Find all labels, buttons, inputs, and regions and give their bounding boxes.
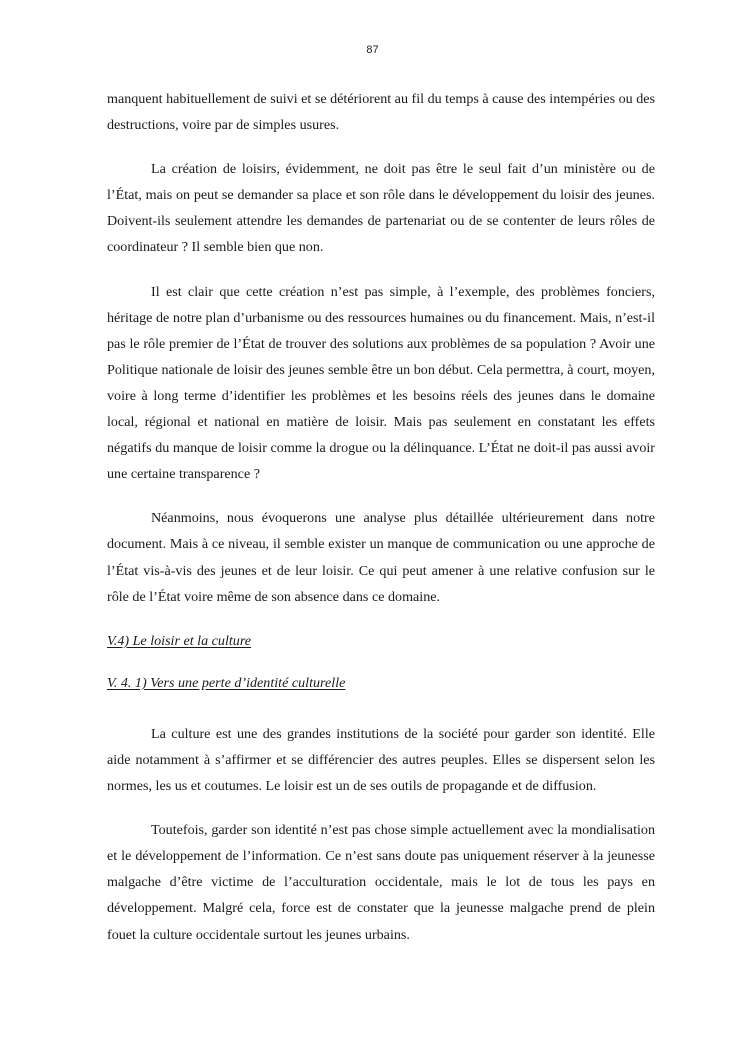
subsection-heading: V. 4. 1) Vers une perte d’identité culturelle (107, 674, 346, 691)
page-body (107, 86, 655, 948)
paragraph-state-role: Il est clair que cette création n’est pas simple, à l’exemple, des problèmes fonciers, héritage de notre plan d’urbanisme ou des ressources humaines ou du financement. Mais, n’est-il pas le rôle premier de l’État de trouver des solutions aux problèmes de sa population ? Avoir une Politique nationale de loisir des jeunes semble être un bon début. Cela permettra, à court, moyen, voire à long terme d’identifier les problèmes et les besoins réels des jeunes dans le domaine local, régional et national en matière de loisir. Mais pas seulement en constatant les effets négatifs du manque de loisir comme la drogue ou la délinquance. L’État ne doit-il pas aussi avoir une certaine transparence ? (107, 283, 655, 483)
section-heading: V.4) Le loisir et la culture (107, 632, 252, 649)
paragraph-leisure-creation: La création de loisirs, évidemment, ne doit pas être le seul fait d’un ministère ou de l’État, mais on peut se demander sa place et son rôle dans le développement du loisir des jeunes. Doivent-ils seulement attendre les demandes de partenariat ou de se contenter de leurs rôles de coordinateur ? Il semble bien que non. (107, 161, 655, 256)
page-number: 87 (366, 44, 379, 56)
paragraph-culture: La culture est une des grandes institutions de la société pour garder son identité. Elle aide notamment à s’affirmer et se différencier des autres peuples. Elles se dispersent selon les normes, les us et coutumes. Le loisir est un de ses outils de propagande et de diffusion. (107, 725, 655, 795)
paragraph-analysis: Néanmoins, nous évoquerons une analyse plus détaillée ultérieurement dans notre document. Mais à ce niveau, il semble exister un manque de communication ou une approche de l’État vis-à-vis des jeunes et de leur loisir. Ce qui peut amener à une relative confusion sur le rôle de l’État voire même de son absence dans ce domaine. (107, 510, 655, 605)
paragraph-identity: Toutefois, garder son identité n’est pas chose simple actuellement avec la mondialisation et le développement de l’information. Ce n’est sans doute pas uniquement réserver à la jeunesse malgache d’être victime de l’acculturation occidentale, mais le lot de tous les pays en développement. Malgré cela, force est de constater que la jeunesse malgache prend de plein fouet la culture occidentale surtout les jeunes urbains. (107, 822, 655, 943)
paragraph-continuation: manquent habituellement de suivi et se détériorent au fil du temps à cause des intempéries ou des destructions, voire par de simples usures. (107, 91, 655, 134)
